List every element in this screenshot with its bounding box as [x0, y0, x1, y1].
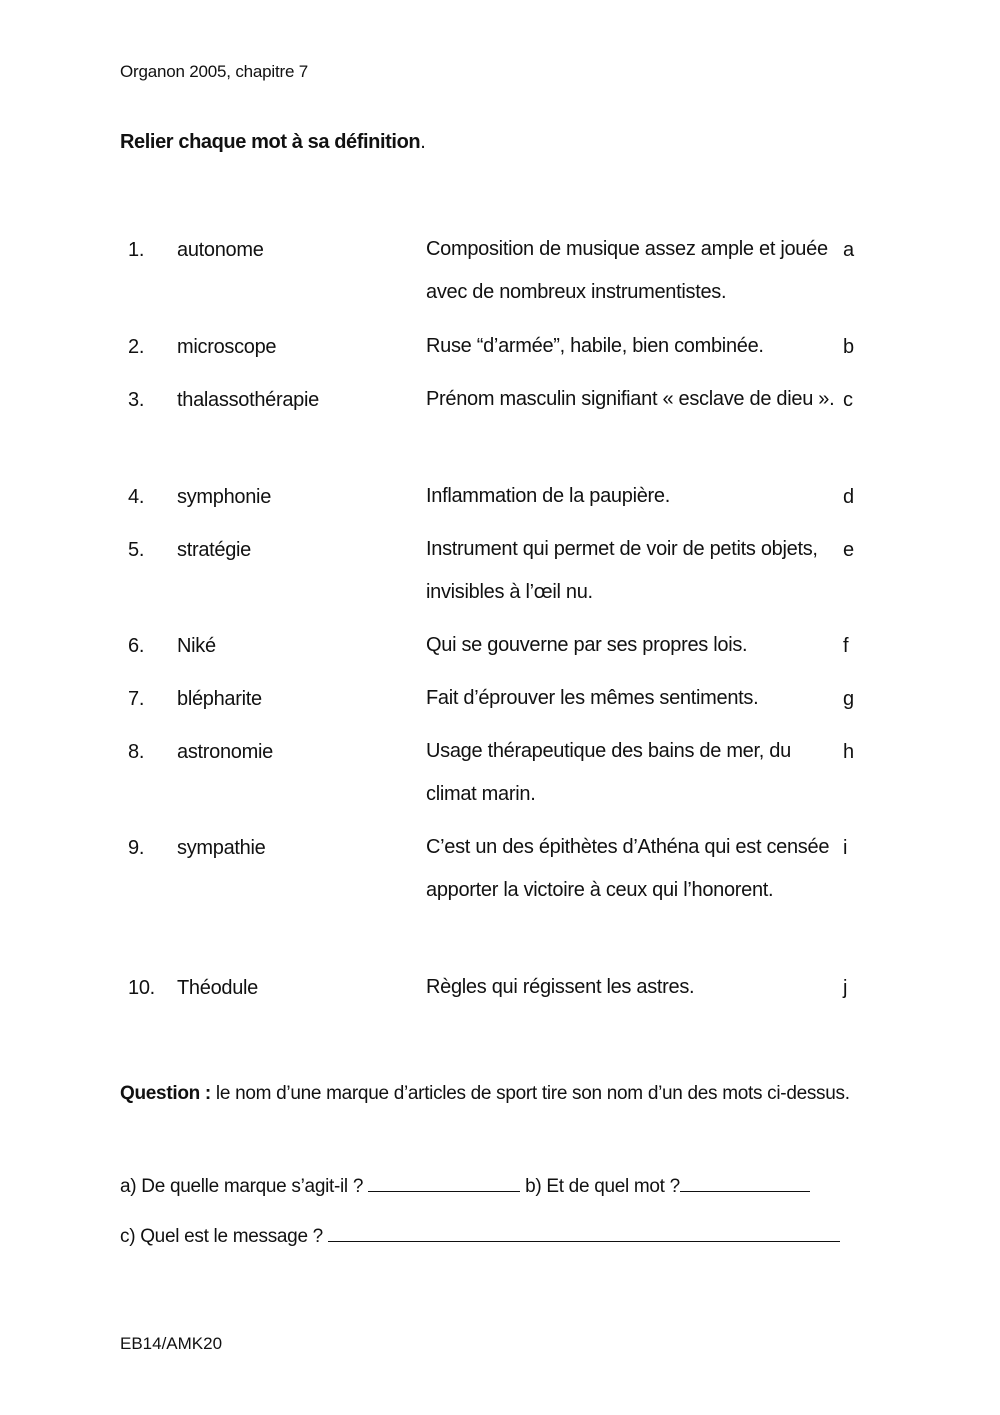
- item-definition: Inflammation de la paupière.: [426, 485, 670, 507]
- item-definition: Prénom masculin signifiant « esclave de dieu ».: [426, 388, 835, 410]
- item-definition: Usage thérapeutique des bains de mer, du climat marin.: [426, 740, 791, 805]
- item-letter: b: [843, 336, 854, 358]
- item-letter: h: [843, 741, 854, 763]
- item-letter: f: [843, 635, 849, 657]
- item-word: stratégie: [177, 539, 252, 561]
- answer-b-blank[interactable]: [680, 1173, 810, 1192]
- question-text: le nom d’une marque d’articles de sport tire son nom d’un des mots ci-dessus.: [210, 1083, 850, 1104]
- item-letter: a: [843, 239, 854, 261]
- document-footer: EB14/AMK20: [120, 1334, 223, 1353]
- item-word: autonome: [177, 239, 264, 261]
- item-word: microscope: [177, 336, 277, 358]
- item-letter: j: [843, 977, 848, 999]
- item-definition: Règles qui régissent les astres.: [426, 976, 695, 998]
- item-word: Niké: [177, 635, 216, 657]
- item-word: astronomie: [177, 741, 273, 763]
- instruction-period: .: [420, 131, 426, 153]
- document-header: Organon 2005, chapitre 7: [120, 62, 309, 81]
- item-number: 8.: [128, 741, 145, 763]
- item-word: Théodule: [177, 977, 258, 999]
- item-number: 9.: [128, 837, 145, 859]
- instruction-text: Relier chaque mot à sa définition: [120, 131, 421, 153]
- item-number: 5.: [128, 539, 145, 561]
- item-letter: i: [843, 837, 848, 859]
- item-letter: c: [843, 389, 853, 411]
- question-c-label: c) Quel est le message ?: [120, 1226, 328, 1247]
- item-letter: e: [843, 539, 854, 561]
- item-word: thalassothérapie: [177, 389, 319, 411]
- item-number: 2.: [128, 336, 145, 358]
- item-letter: d: [843, 486, 854, 508]
- question-a-label: a) De quelle marque s’agit-il ?: [120, 1176, 369, 1197]
- item-number: 1.: [128, 239, 145, 261]
- question-paragraph: [120, 1073, 860, 1114]
- item-definition: Fait d’éprouver les mêmes sentiments.: [426, 687, 759, 709]
- item-letter: g: [843, 688, 854, 710]
- question-line-ab: [120, 1173, 810, 1198]
- question-b-label: b) Et de quel mot ?: [520, 1176, 680, 1197]
- item-definition: Instrument qui permet de voir de petits objets, invisibles à l’œil nu.: [426, 538, 818, 603]
- instruction: [120, 131, 425, 154]
- answer-c-blank[interactable]: [328, 1223, 840, 1242]
- question-line-c: [120, 1223, 840, 1248]
- item-definition: Composition de musique assez ample et jouée avec de nombreux instrumentistes.: [426, 238, 828, 303]
- item-definition: Qui se gouverne par ses propres lois.: [426, 634, 748, 656]
- item-number: 10.: [128, 977, 155, 999]
- item-number: 4.: [128, 486, 145, 508]
- item-definition: Ruse “d’armée”, habile, bien combinée.: [426, 335, 764, 357]
- item-word: sympathie: [177, 837, 266, 859]
- item-number: 3.: [128, 389, 145, 411]
- item-number: 7.: [128, 688, 145, 710]
- item-word: symphonie: [177, 486, 272, 508]
- item-number: 6.: [128, 635, 145, 657]
- question-label: Question :: [120, 1083, 211, 1104]
- item-word: blépharite: [177, 688, 262, 710]
- answer-a-blank[interactable]: [368, 1173, 520, 1192]
- item-definition: C’est un des épithètes d’Athéna qui est censée apporter la victoire à ceux qui l’honorent.: [426, 836, 830, 901]
